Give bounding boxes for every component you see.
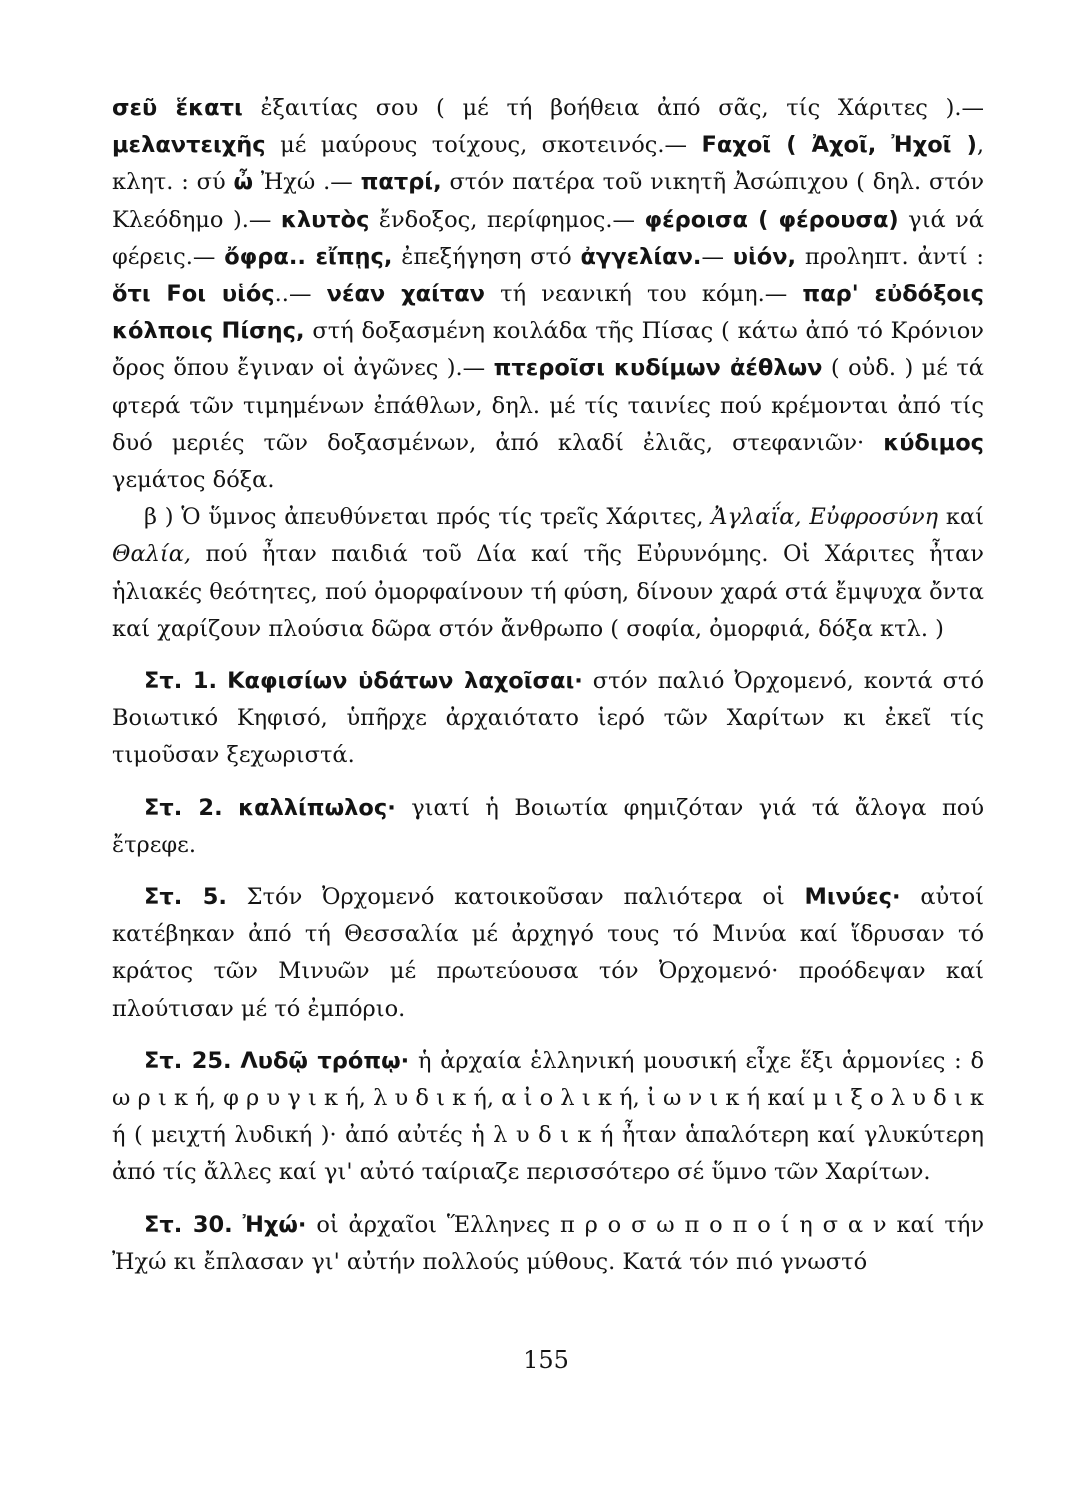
- commentary-paragraph-2: β ) Ὁ ὕμνος ἀπευθύνεται πρός τίς τρεῖς Χάριτες, Ἀγλαΐα, Εὐφροσύνη καί Θαλία, πού ἦταν παιδιά τοῦ Δία καί τῆς Εὐρυνόμης. Οἱ Χάριτες ἦταν ἡλιακές θεότητες, πού ὀμορφαίνουν τή φύση, δίνουν χαρά στά ἔμψυχα ὄντα καί χαρίζουν πλούσια δῶρα στόν ἄνθρωπο ( σοφία, ὀμορφιά, δόξα κτλ. ): [112, 504, 985, 642]
- commentary-text: [112, 90, 984, 1281]
- commentary-paragraph-7: Στ. 30. Ἠχώ· οἱ ἀρχαῖοι Ἕλληνες π ρ ο σ ω π ο π ο ί η σ α ν καί τήν Ἠχώ κι ἔπλασαν γι' αὐτήν πολλούς μύθους. Κατά τόν πιό γνωστό: [112, 1211, 985, 1275]
- commentary-paragraph-6: Στ. 25. Λυδῷ τρόπῳ· ἡ ἀρχαία ἑλληνική μουσική εἶχε ἕξι ἁρμονίες : δ ω ρ ι κ ή, φ ρ υ γ ι κ ή, λ υ δ ι κ ή, α ἰ ο λ ι κ ή, ἰ ω ν ι κ ή καί μ ι ξ ο λ υ δ ι κ ή ( μειχτή λυδική )· ἀπό αὐτές ἡ λ υ δ ι κ ή ἦταν ἁπαλότερη καί γλυκύτερη ἀπό τίς ἄλλες καί γι' αὐτό ταίριαζε περισσότερο σέ ὕμνο τῶν Χαρίτων.: [112, 1047, 985, 1186]
- commentary-paragraph-5: Στ. 5. Στόν Ὀρχομενό κατοικοῦσαν παλιότερα οἱ Μινύες· αὐτοί κατέβηκαν ἀπό τή Θεσσαλία μέ ἀρχηγό τους τό Μινύα καί ἵδρυσαν τό κράτος τῶν Μινυῶν μέ πρωτεύουσα τόν Ὀρχομενό· προόδεψαν καί πλούτισαν μέ τό ἐμπόριο.: [112, 884, 985, 1022]
- commentary-paragraph-3: Στ. 1. Καφισίων ὑδάτων λαχοῖσαι· στόν παλιό Ὀρχομενό, κοντά στό Βοιωτικό Κηφισό, ὑπῆρχε ἀρχαιότατο ἱερό τῶν Χαρίτων κι ἐκεῖ τίς τιμοῦσαν ξεχωριστά.: [112, 668, 984, 769]
- commentary-paragraph-4: Στ. 2. καλλίπωλος· γιατί ἡ Βοιωτία φημιζόταν γιά τά ἄλογα πού ἔτρεφε.: [112, 794, 984, 858]
- page-number: 155: [523, 1346, 569, 1374]
- commentary-paragraph-1: σεῦ ἕκατι ἐξαιτίας σου ( μέ τή βοήθεια ἀπό σᾶς, τίς Χάριτες ).— μελαντειχῆς μέ μαύρους τοίχους, σκοτεινός.— Ϝαχοῖ ( Ἀχοῖ, Ἠχοῖ ), κλητ. : σύ ὦ Ἠχώ .— πατρί, στόν πατέρα τοῦ νικητῆ Ἀσώπιχου ( δηλ. στόν Κλεόδημο ).— κλυτὸς ἔνδοξος, περίφημος.— φέροισα ( φέρουσα) γιά νά φέρεις.— ὄφρα.. εἴπῃς, ἐπεξήγηση στό ἀγγελίαν.— υἱόν, προληπτ. ἀντί : ὅτι Ϝοι υἱός..— νέαν χαίταν τή νεανική του κόμη.— παρ' εὐδόξοις κόλποις Πίσης, στή δοξασμένη κοιλάδα τῆς Πίσας ( κάτω ἀπό τό Κρόνιον ὄρος ὅπου ἔγιναν οἱ ἀγῶνες ).— πτεροῖσι κυδίμων ἀέθλων ( οὐδ. ) μέ τά φτερά τῶν τιμημένων ἐπάθλων, δηλ. μέ τίς ταινίες πού κρέμονται ἀπό τίς δυό μεριές τῶν δοξασμένων, ἀπό κλαδί ἐλιᾶς, στεφανιῶν· κύδιμος γεμάτος δόξα.: [112, 95, 985, 494]
